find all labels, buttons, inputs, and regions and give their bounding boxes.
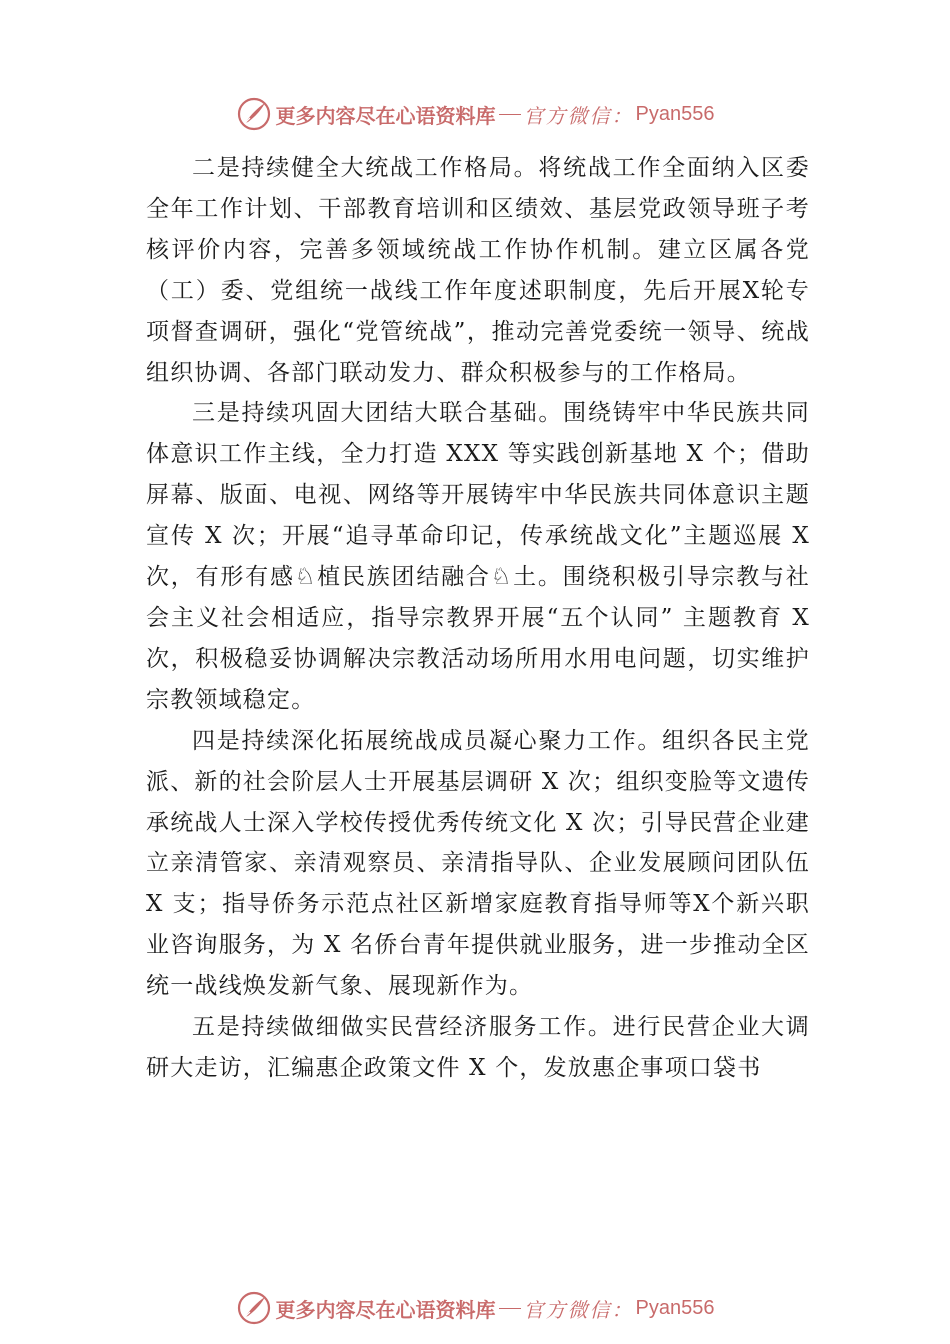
quill-pen-logo-icon — [236, 96, 272, 132]
document-body — [146, 148, 810, 1089]
quill-pen-logo-icon — [236, 1290, 272, 1326]
watermark-label: 官方微信： — [523, 103, 634, 128]
header-watermark — [0, 94, 950, 134]
watermark-account: Pyan556 — [635, 1296, 715, 1319]
watermark-dash — [499, 114, 521, 115]
paragraph-3: 三是持续巩固大团结大联合基础。围绕铸牢中华民族共同体意识工作主线，全力打造 XXX 等实践创新基地 X 个；借助屏幕、版面、电视、网络等开展铸牢中华民族共同体意识主题宣传 X 次；开展“追寻革命印记，传承统战文化”主题巡展 X 次，有形有感♘植民族团结融合♘土。围绕积极引导宗教与社会主义社会相适应，指导宗教界开展“五个认同” 主题教育 X 次，积极稳妥协调解决宗教活动场所用水用电问题，切实维护宗教领域稳定。 — [146, 400, 810, 713]
watermark-account: Pyan556 — [635, 102, 715, 125]
paragraph-2: 二是持续健全大统战工作格局。将统战工作全面纳入区委全年工作计划、干部教育培训和区绩效、基层党政领导班子考核评价内容，完善多领域统战工作协作机制。建立区属各党（工）委、党组统一战线工作年度述职制度，先后开展X轮专项督查调研，强化“党管统战”，推动完善党委统一领导、统战组织协调、各部门联动发力、群众积极参与的工作格局。 — [146, 155, 810, 386]
watermark-label: 官方微信： — [523, 1297, 634, 1322]
paragraph-5: 五是持续做细做实民营经济服务工作。进行民营企业大调研大走访，汇编惠企政策文件 X 个，发放惠企事项口袋书 — [146, 1014, 810, 1081]
watermark-dash — [499, 1308, 521, 1309]
watermark-prefix: 更多内容尽在心语资料库 — [275, 1297, 496, 1322]
footer-watermark — [0, 1288, 950, 1328]
paragraph-4: 四是持续深化拓展统战成员凝心聚力工作。组织各民主党派、新的社会阶层人士开展基层调研 X 次；组织变脸等文遗传承统战人士深入学校传授优秀传统文化 X 次；引导民营企业建立亲清管家、亲清观察员、亲清指导队、企业发展顾问团队伍 X 支；指导侨务示范点社区新增家庭教育指导师等X个新兴职业咨询服务，为 X 名侨台青年提供就业服务，进一步推动全区统一战线焕发新气象、展现新作为。 — [146, 727, 810, 1000]
watermark-prefix: 更多内容尽在心语资料库 — [275, 103, 496, 128]
